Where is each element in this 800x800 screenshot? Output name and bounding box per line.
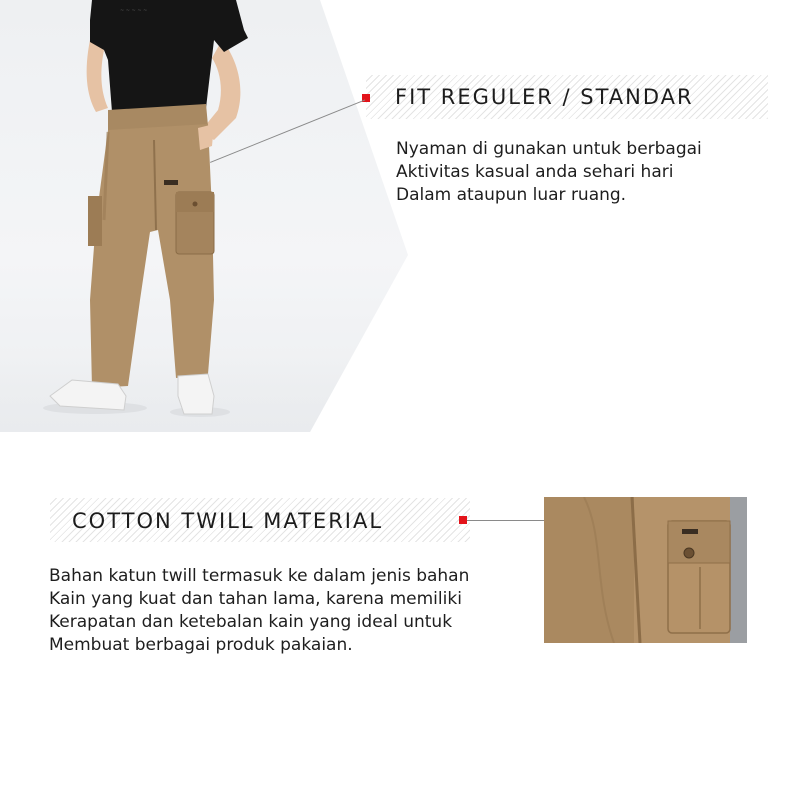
fit-description <box>396 138 702 207</box>
fit-description-line: Aktivitas kasual anda sehari hari <box>396 162 674 182</box>
material-description-line: Kain yang kuat dan tahan lama, karena memiliki <box>49 589 462 609</box>
fit-title: FIT REGULER / STANDAR <box>395 85 694 109</box>
material-description-line: Membuat berbagai produk pakaian. <box>49 635 353 655</box>
fit-description-line: Dalam ataupun luar ruang. <box>396 185 627 205</box>
model-photo <box>0 0 400 432</box>
material-marker <box>459 516 467 524</box>
material-description-line: Kerapatan dan ketebalan kain yang ideal untuk <box>49 612 453 632</box>
fit-description-line: Nyaman di gunakan untuk berbagai <box>396 139 702 159</box>
material-description <box>49 565 469 657</box>
material-leader-line <box>467 520 545 521</box>
material-title: COTTON TWILL MATERIAL <box>72 509 384 533</box>
pocket-closeup-illustration <box>544 497 747 643</box>
svg-text:~ ~ ~ ~ ~: ~ ~ ~ ~ ~ <box>120 8 148 14</box>
material-description-line: Bahan katun twill termasuk ke dalam jenis bahan <box>49 566 470 586</box>
pocket-closeup-photo <box>544 497 747 643</box>
